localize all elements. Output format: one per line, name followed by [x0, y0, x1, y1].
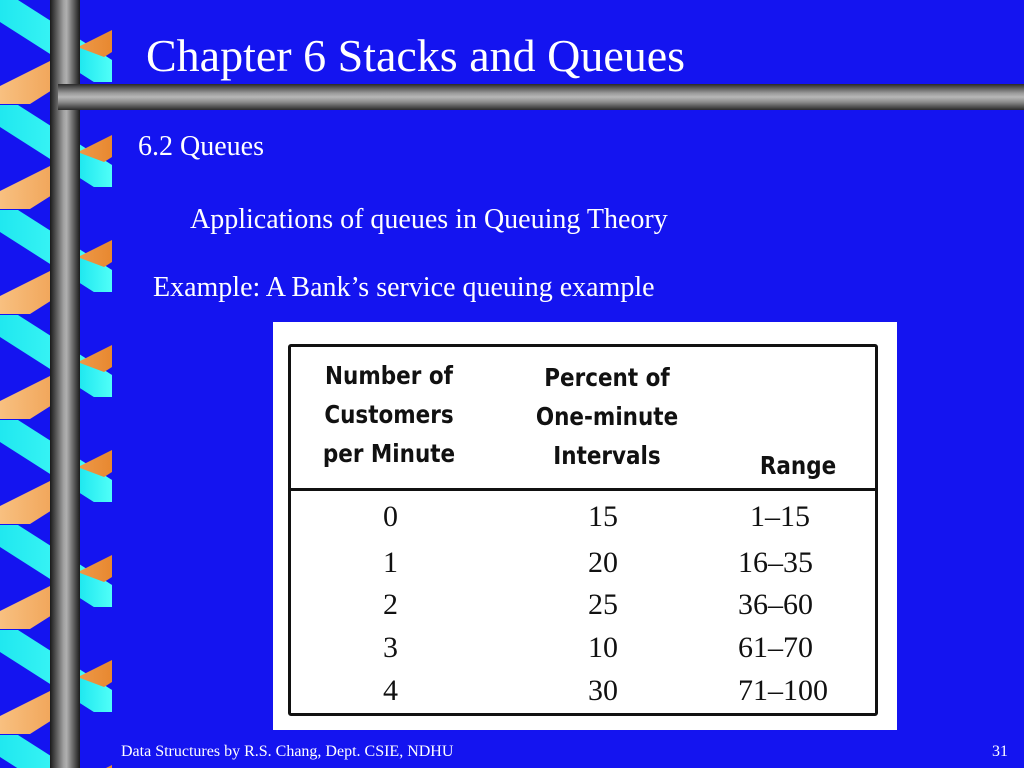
table-row: [288, 627, 878, 669]
queue-table-image: [273, 322, 897, 730]
cell-percent: 10: [588, 631, 618, 664]
page-number: 31: [992, 743, 1008, 760]
decorative-ribbon-strip: [0, 0, 112, 768]
cell-range: 71–100: [738, 674, 828, 707]
column-header-percent: [530, 358, 685, 475]
cell-percent: 30: [588, 674, 618, 707]
cell-range: 36–60: [738, 588, 813, 621]
table-row: [288, 496, 878, 538]
cell-range: 16–35: [738, 546, 813, 579]
column-header-range: [751, 446, 846, 485]
table-row: [288, 584, 878, 626]
header-line: Range: [759, 451, 837, 480]
cell-percent: 15: [588, 500, 618, 533]
table-row: [288, 542, 878, 584]
cell-customers: 0: [383, 500, 398, 533]
table-row: [288, 670, 878, 712]
header-line: Intervals: [553, 441, 661, 470]
header-line: Customers: [324, 400, 454, 429]
section-heading: 6.2 Queues: [138, 131, 264, 162]
header-line: Percent of: [544, 363, 670, 392]
slide-title: Chapter 6 Stacks and Queues: [146, 30, 686, 81]
header-line: Number of: [325, 361, 453, 390]
column-header-customers: [320, 356, 458, 473]
cell-customers: 2: [383, 588, 398, 621]
subheading: Applications of queues in Queuing Theory: [190, 204, 668, 235]
cell-range: 61–70: [738, 631, 813, 664]
cell-customers: 1: [383, 546, 398, 579]
title-underline-bar: [58, 84, 1024, 110]
header-line: per Minute: [322, 439, 456, 468]
cell-percent: 20: [588, 546, 618, 579]
footer-credit: Data Structures by R.S. Chang, Dept. CSIE, NDHU: [121, 743, 454, 760]
example-text: Example: A Bank’s service queuing example: [153, 272, 655, 303]
header-line: One-minute: [535, 402, 679, 431]
cell-range: 1–15: [750, 500, 810, 533]
cell-customers: 3: [383, 631, 398, 664]
table-header-divider: [288, 488, 878, 491]
cell-percent: 25: [588, 588, 618, 621]
cell-customers: 4: [383, 674, 398, 707]
